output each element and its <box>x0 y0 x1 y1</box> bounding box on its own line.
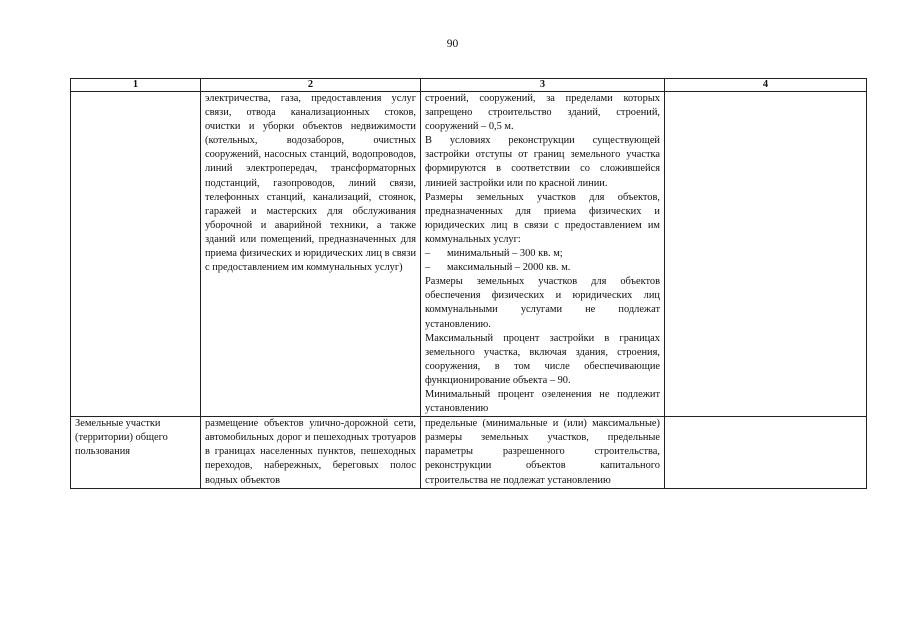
dash-item-text: минимальный – 300 кв. м; <box>447 248 563 260</box>
table-row <box>71 92 867 417</box>
dash-item-text: максимальный – 2000 кв. м. <box>447 262 571 274</box>
row2-col1-cell: Земельные участки (территории) общего пользования <box>71 417 201 488</box>
column-header-4: 4 <box>665 79 867 92</box>
row1-col3-cell <box>421 92 665 417</box>
row1-col3-dash-item-2: – максимальный – 2000 кв. м. <box>425 262 571 274</box>
row1-col2-cell: электричества, газа, предоставления услуг связи, отвода канализационных стоков, очистки и уборки объектов недвижимости (котельных, водозаборов, очистных сооружений, насосных станций, водопроводов, линий электропередач, трансформаторных подстанций, газопроводов, линий связи, телефонных станций, канализаций, стоянок, гаражей и мастерских для обслуживания уборочной и аварийной техники, а также зданий или помещений, предназначенных для приема физических и юридических лиц в связи с предоставлением им коммунальных услуг) <box>201 92 421 417</box>
row1-col3-para-4: Размеры земельных участков для объектов обеспечения физических и юридических лиц коммунальными услугами не подлежат установлению. <box>425 276 660 330</box>
row1-col4-cell <box>665 92 867 417</box>
row1-col3-para-1: строений, сооружений, за пределами которых запрещено строительство зданий, строений, сооружений – 0,5 м. <box>425 93 660 133</box>
column-header-2: 2 <box>201 79 421 92</box>
row1-col3-para-3: Размеры земельных участков для объектов, предназначенных для приема физических и юридических лиц в связи с предоставлением им коммунальных услуг: <box>425 191 660 245</box>
row1-col3-para-5: Максимальный процент застройки в границах земельного участка, включая здания, строения, сооружения, в том числе обеспечивающие функционирование объекта – 90. <box>425 332 660 386</box>
column-header-3: 3 <box>421 79 665 92</box>
row2-col3-cell: предельные (минимальные и (или) максимальные) размеры земельных участков, предельные параметры разрешенного строительства, реконструкции объектов капитального строительства не подлежат установлению <box>421 417 665 488</box>
page-number: 90 <box>446 38 459 50</box>
table-row <box>71 417 867 488</box>
column-header-1: 1 <box>71 79 201 92</box>
row1-col3-para-2: В условиях реконструкции существующей застройки отступы от границ земельного участка формируются в соответствии со сложившейся линией застройки или по красной линии. <box>425 135 660 189</box>
row1-col3-dash-item-1: – минимальный – 300 кв. м; <box>425 248 563 260</box>
row2-col2-cell: размещение объектов улично-дорожной сети, автомобильных дорог и пешеходных тротуаров в границах населенных пунктов, пешеходных переходов, набережных, береговых полос водных объектов <box>201 417 421 488</box>
row1-col3-para-6: Минимальный процент озеленения не подлежит установлению <box>425 388 660 415</box>
regulations-table <box>70 78 867 489</box>
table-header-row <box>71 79 867 92</box>
row2-col4-cell <box>665 417 867 488</box>
row1-col1-cell <box>71 92 201 417</box>
